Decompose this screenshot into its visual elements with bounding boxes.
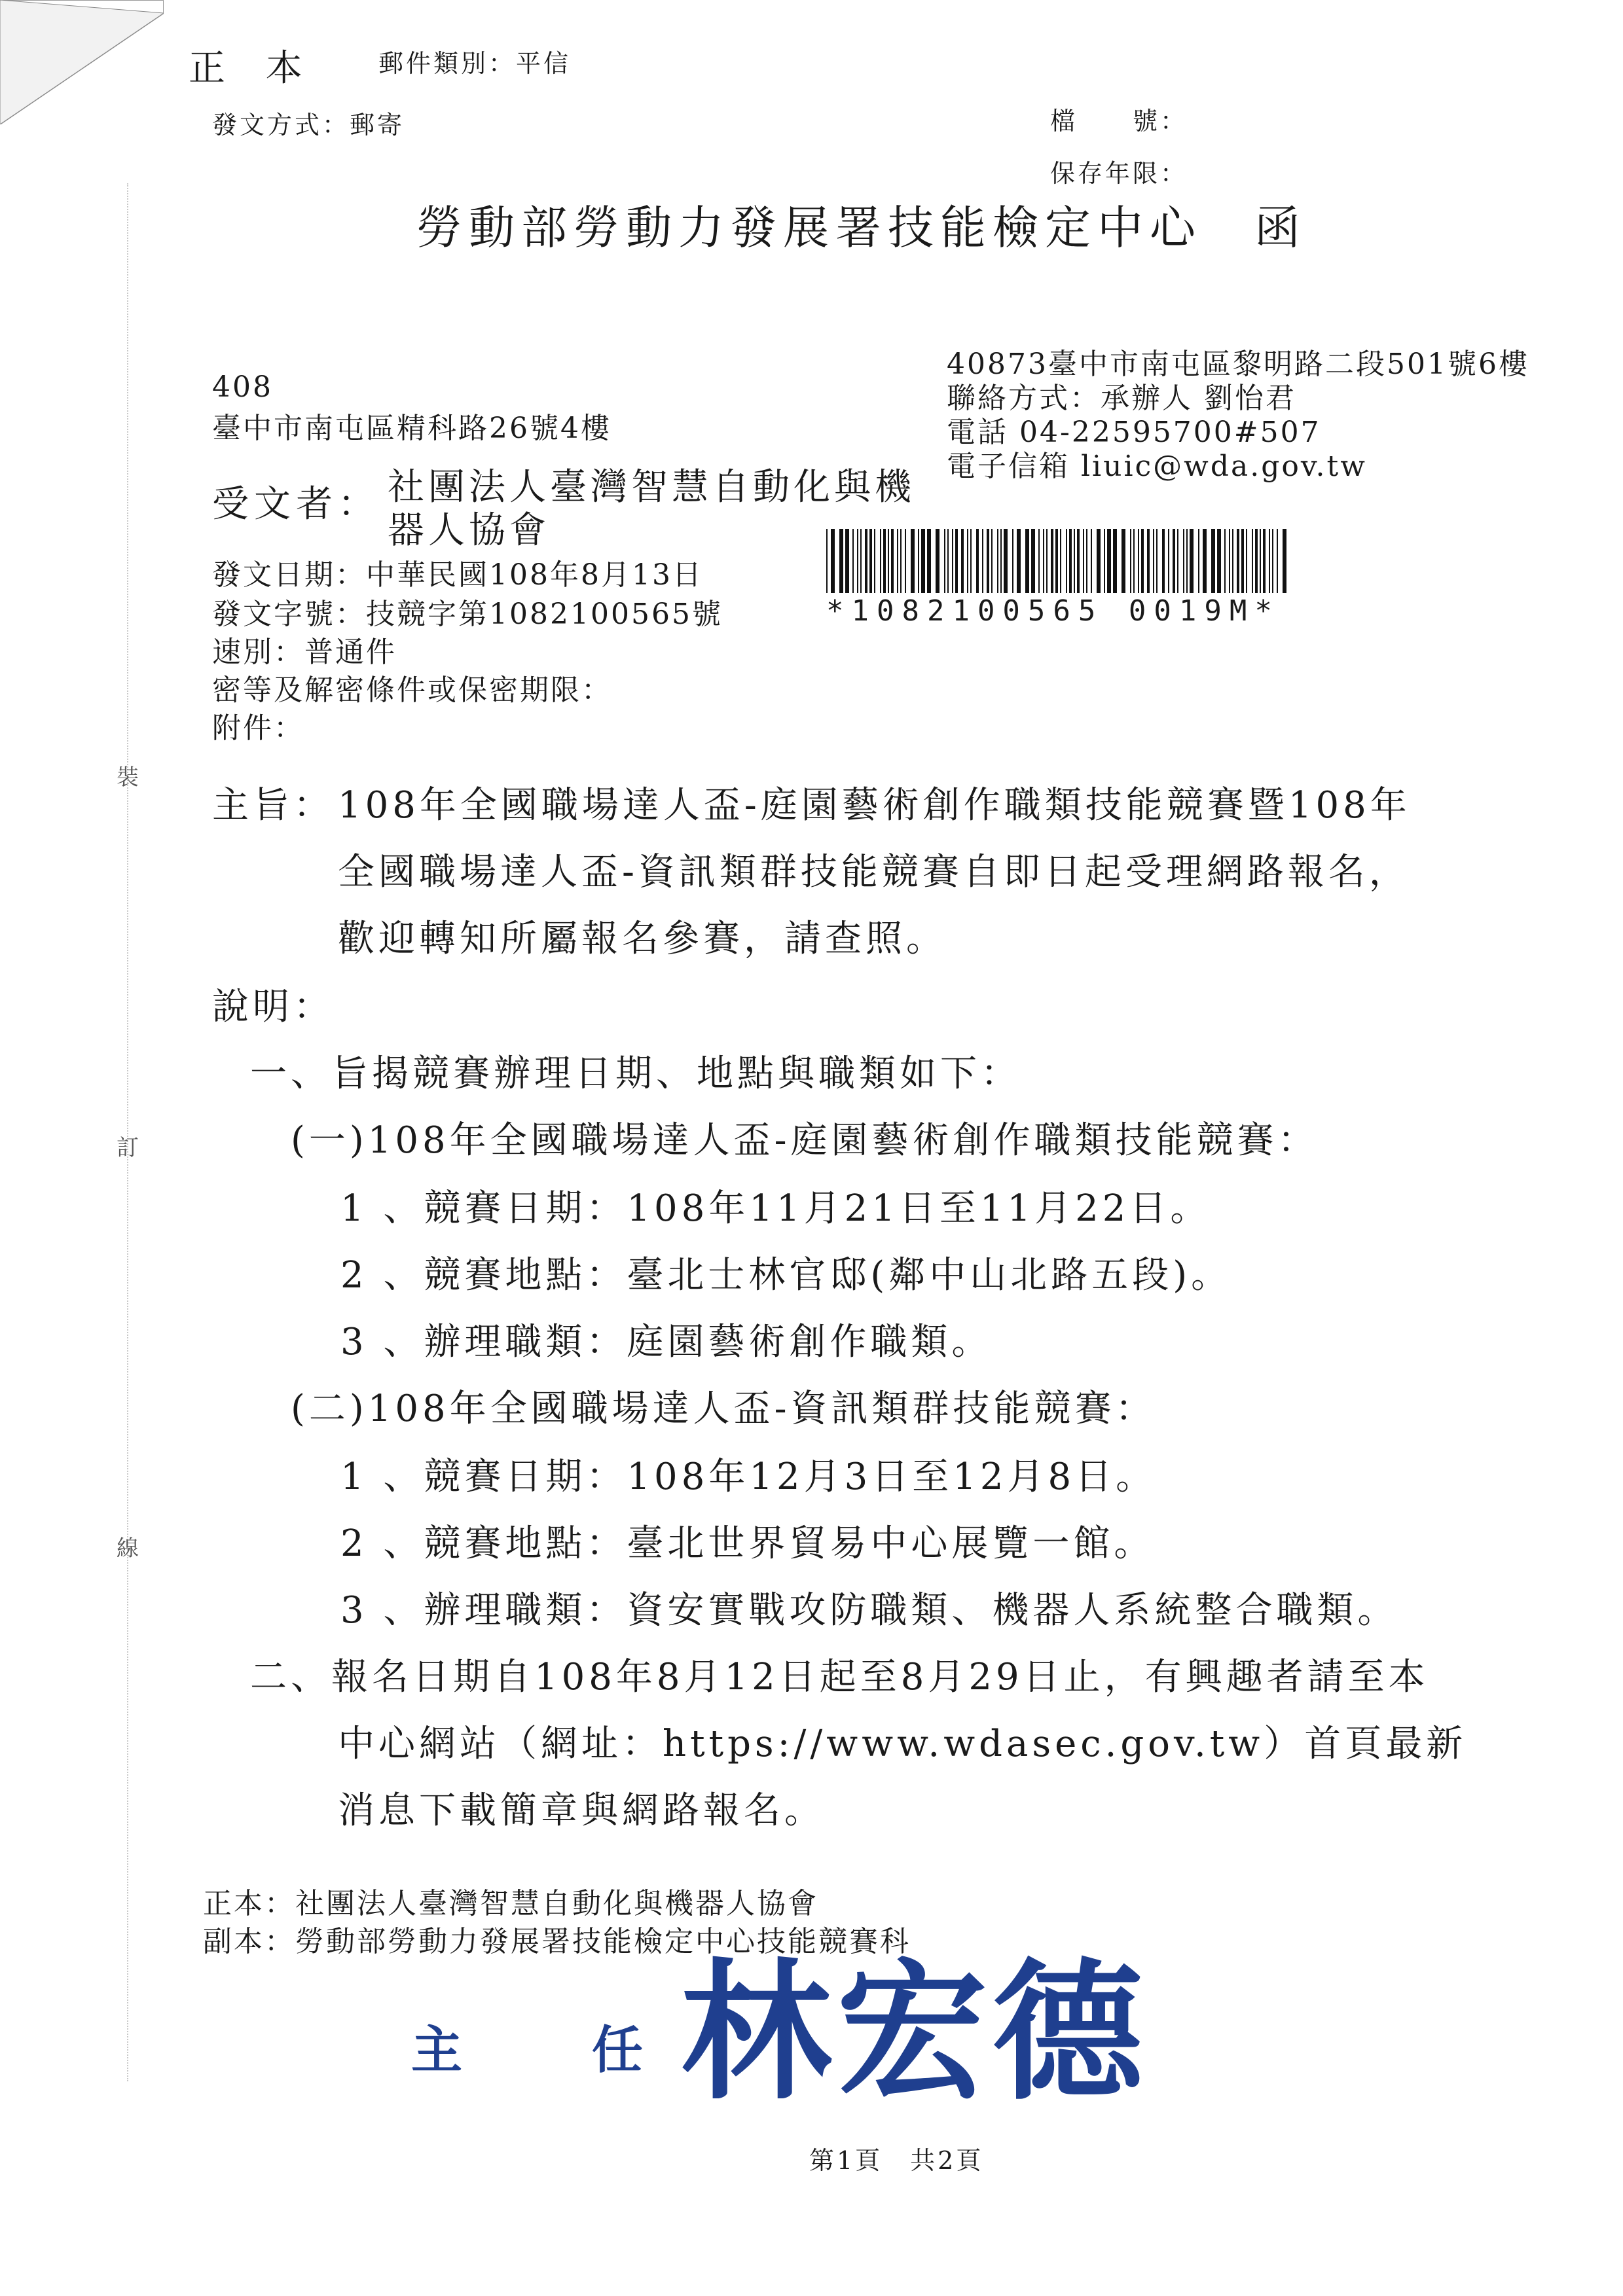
barcode-bar bbox=[1272, 529, 1273, 593]
barcode-bar bbox=[1031, 529, 1035, 593]
barcode-bar bbox=[1224, 529, 1226, 593]
barcode-bar bbox=[1074, 529, 1075, 593]
sender-email: 電子信箱 liuic@wda.gov.tw bbox=[947, 450, 1367, 483]
barcode-bar bbox=[839, 529, 843, 593]
barcode-bar bbox=[900, 529, 902, 593]
barcode-bar bbox=[865, 529, 867, 593]
barcode-bar bbox=[1211, 529, 1215, 593]
barcode-bar bbox=[891, 529, 894, 593]
subject-line3: 歡迎轉知所屬報名參賽，請查照。 bbox=[338, 918, 947, 960]
barcode-bar bbox=[1229, 529, 1230, 593]
barcode-bar bbox=[927, 529, 931, 593]
barcode-bar bbox=[1283, 529, 1286, 593]
folded-corner-mark bbox=[0, 0, 164, 124]
barcode-bar bbox=[1255, 529, 1258, 593]
barcode-bar bbox=[1263, 529, 1266, 593]
explanation-item2-line3: 消息下載簡章與網路報名。 bbox=[338, 1789, 825, 1832]
explanation-item1-heading: 一、旨揭競賽辦理日期、地點與職類如下： bbox=[250, 1052, 1021, 1095]
barcode-bar bbox=[1186, 529, 1188, 593]
barcode-bar bbox=[1107, 529, 1111, 593]
barcode-bar bbox=[1252, 529, 1253, 593]
explanation-sub2-item: 2 、競賽地點：臺北世界貿易中心展覽一館。 bbox=[340, 1522, 1155, 1565]
barcode-bar bbox=[952, 529, 953, 593]
barcode-bar bbox=[1141, 529, 1144, 593]
distribution-copy: 副本：勞動部勞動力發展署技能檢定中心技能競賽科 bbox=[203, 1925, 911, 1958]
barcode-bar bbox=[1069, 529, 1072, 593]
barcode-bar bbox=[976, 529, 979, 593]
binding-mark-zhuang: 裝 bbox=[117, 764, 139, 791]
barcode-bar bbox=[997, 529, 998, 593]
barcode-bar bbox=[1153, 529, 1154, 593]
barcode-bar bbox=[947, 529, 949, 593]
barcode-bar bbox=[905, 529, 906, 593]
binding-mark-ding: 訂 bbox=[117, 1135, 139, 1161]
barcode-bar bbox=[1130, 529, 1131, 593]
barcode-bar bbox=[1113, 529, 1117, 593]
barcode-bar bbox=[1017, 529, 1021, 593]
barcode-bar bbox=[1203, 529, 1207, 593]
barcode-bar bbox=[845, 529, 849, 593]
barcode-bar bbox=[936, 529, 939, 593]
barcode-bar bbox=[1147, 529, 1150, 593]
barcode-bar bbox=[918, 529, 919, 593]
barcode-bar bbox=[1097, 529, 1101, 593]
barcode-bar bbox=[1190, 529, 1194, 593]
page-number: 第1頁 共2頁 bbox=[809, 2146, 984, 2175]
recipient-label: 受文者： bbox=[212, 483, 380, 526]
barcode-bar bbox=[944, 529, 945, 593]
document-barcode bbox=[826, 529, 1288, 593]
barcode-bar bbox=[982, 529, 983, 593]
barcode-bar bbox=[970, 529, 972, 593]
explanation-sub1-item: 3 、辦理職類：庭園藝術創作職類。 bbox=[340, 1321, 993, 1363]
barcode-bar bbox=[1232, 529, 1233, 593]
recipient-address: 臺中市南屯區精科路26號4樓 bbox=[212, 412, 611, 445]
barcode-bar bbox=[1138, 529, 1139, 593]
barcode-bar bbox=[860, 529, 862, 593]
barcode-bar bbox=[911, 529, 915, 593]
barcode-bar bbox=[987, 529, 989, 593]
barcode-bar bbox=[1241, 529, 1244, 593]
barcode-bar bbox=[880, 529, 881, 593]
barcode-bar bbox=[874, 529, 875, 593]
distribution-original: 正本：社團法人臺灣智慧自動化與機器人協會 bbox=[203, 1887, 818, 1920]
explanation-item2-line2: 中心網站（網址：https://www.wdasec.gov.tw）首頁最新 bbox=[338, 1723, 1467, 1765]
explanation-sub2-heading: (二)108年全國職場達人盃-資訊類群技能競賽： bbox=[291, 1388, 1156, 1430]
barcode-bar bbox=[1066, 529, 1067, 593]
document-number: 發文字號：技競字第1082100565號 bbox=[212, 598, 723, 631]
barcode-bar bbox=[1168, 529, 1169, 593]
barcode-bar bbox=[955, 529, 958, 593]
barcode-bar bbox=[1246, 529, 1247, 593]
barcode-bar bbox=[1260, 529, 1261, 593]
barcode-bar bbox=[1055, 529, 1058, 593]
explanation-label: 說明： bbox=[212, 986, 334, 1028]
barcode-bar bbox=[1043, 529, 1044, 593]
barcode-bar bbox=[1012, 529, 1013, 593]
barcode-bar bbox=[1104, 529, 1105, 593]
barcode-bar bbox=[1183, 529, 1184, 593]
barcode-bar bbox=[1025, 529, 1029, 593]
barcode-bar bbox=[831, 529, 835, 593]
recipient-name-line2: 器人協會 bbox=[388, 509, 550, 552]
sender-address-line1: 40873臺中市南屯區黎明路二段501號6樓 bbox=[947, 348, 1529, 381]
copy-type-label: 正 本 bbox=[189, 47, 317, 90]
explanation-sub2-item: 3 、辦理職類：資安實戰攻防職類、機器人系統整合職類。 bbox=[340, 1589, 1398, 1632]
file-number-label: 檔 號： bbox=[1050, 107, 1188, 135]
sender-phone: 電話 04-22595700#507 bbox=[947, 416, 1321, 449]
barcode-bar bbox=[1133, 529, 1135, 593]
barcode-bar bbox=[991, 529, 993, 593]
barcode-bar bbox=[921, 529, 925, 593]
barcode-bar bbox=[1277, 529, 1278, 593]
explanation-sub1-item: 2 、競賽地點：臺北士林官邸(鄰中山北路五段)。 bbox=[340, 1254, 1232, 1297]
barcode-bar bbox=[1177, 529, 1178, 593]
document-title: 勞動部勞動力發展署技能檢定中心 函 bbox=[416, 201, 1307, 255]
send-method: 發文方式：郵寄 bbox=[212, 111, 405, 139]
attachments: 附件： bbox=[212, 711, 304, 745]
barcode-bar bbox=[857, 529, 858, 593]
barcode-bar bbox=[1156, 529, 1158, 593]
explanation-sub1-heading: (一)108年全國職場達人盃-庭園藝術創作職類技能競賽： bbox=[291, 1119, 1319, 1162]
barcode-bar bbox=[1000, 529, 1002, 593]
subject-line1: 108年全國職場達人盃-庭園藝術創作職類技能競賽暨108年 bbox=[338, 784, 1411, 827]
retention-period-label: 保存年限： bbox=[1050, 159, 1188, 188]
subject-label: 主旨： bbox=[212, 784, 334, 827]
barcode-bar bbox=[826, 529, 828, 593]
barcode-bar bbox=[1077, 529, 1080, 593]
subject-line2: 全國職場達人盃-資訊類群技能競賽自即日起受理網路報名， bbox=[338, 851, 1410, 893]
barcode-bar bbox=[1173, 529, 1175, 593]
barcode-bar bbox=[852, 529, 854, 593]
barcode-bar bbox=[1083, 529, 1084, 593]
signature-name-stamp: 林宏德 bbox=[681, 1944, 1149, 2121]
barcode-bar bbox=[1091, 529, 1092, 593]
barcode-bar bbox=[1086, 529, 1087, 593]
barcode-bar bbox=[1004, 529, 1008, 593]
barcode-bar bbox=[1038, 529, 1040, 593]
binding-mark-xian: 線 bbox=[117, 1535, 139, 1562]
barcode-bar bbox=[1051, 529, 1053, 593]
barcode-bar bbox=[1060, 529, 1061, 593]
barcode-bar bbox=[1162, 529, 1165, 593]
barcode-bar bbox=[1198, 529, 1199, 593]
barcode-bar bbox=[1269, 529, 1270, 593]
recipient-name-line1: 社團法人臺灣智慧自動化與機 bbox=[388, 466, 915, 509]
barcode-bar bbox=[1122, 529, 1125, 593]
explanation-sub2-item: 1 、競賽日期：108年12月3日至12月8日。 bbox=[340, 1456, 1157, 1498]
barcode-bar bbox=[967, 529, 968, 593]
barcode-bar bbox=[1046, 529, 1048, 593]
mail-type: 郵件類別：平信 bbox=[378, 49, 572, 78]
barcode-bar bbox=[961, 529, 964, 593]
explanation-sub1-item: 1 、競賽日期：108年11月21日至11月22日。 bbox=[340, 1187, 1211, 1230]
explanation-item2-line1: 二、報名日期自108年8月12日起至8月29日止，有興趣者請至本 bbox=[250, 1656, 1429, 1698]
barcode-bar bbox=[869, 529, 872, 593]
barcode-bar bbox=[1217, 529, 1221, 593]
barcode-bar bbox=[888, 529, 889, 593]
barcode-text: *1082100565 0019M* bbox=[826, 594, 1280, 628]
speed-class: 速別：普通件 bbox=[212, 636, 397, 669]
barcode-bar bbox=[883, 529, 886, 593]
sender-contact: 聯絡方式：承辦人 劉怡君 bbox=[947, 382, 1296, 415]
signature-title: 主 任 bbox=[411, 2020, 683, 2080]
barcode-bar bbox=[1237, 529, 1239, 593]
secrecy-level: 密等及解密條件或保密期限： bbox=[212, 673, 612, 707]
recipient-zip: 408 bbox=[212, 370, 273, 404]
barcode-bar bbox=[897, 529, 898, 593]
issue-date: 發文日期：中華民國108年8月13日 bbox=[212, 558, 703, 592]
